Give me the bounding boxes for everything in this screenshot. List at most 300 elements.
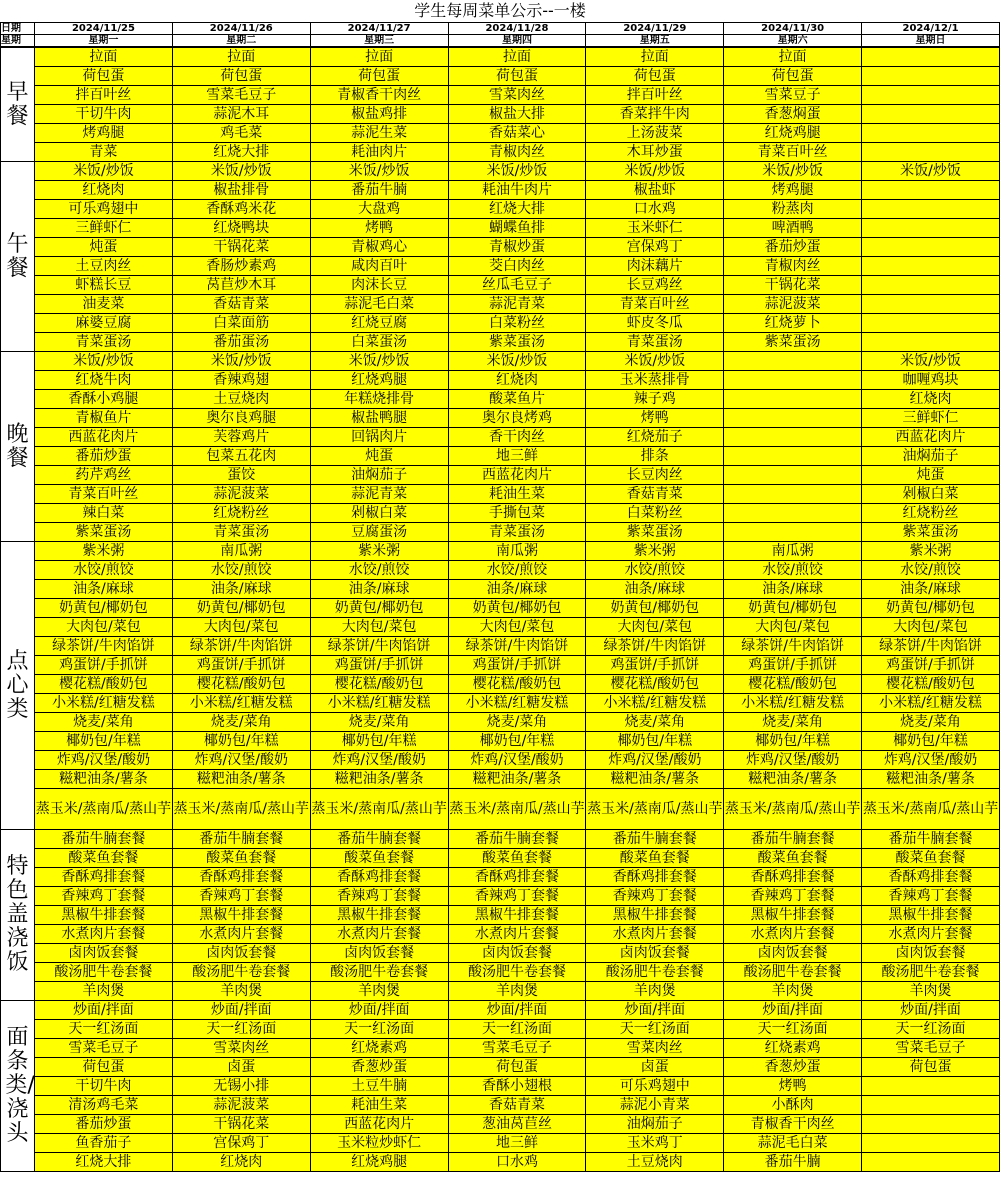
dish-cell: 烧麦/菜角 [586, 713, 724, 732]
menu-row [1, 982, 1000, 1001]
dish-cell: 西蓝花肉片 [862, 428, 1000, 447]
dish-cell: 雪菜毛豆子 [862, 1039, 1000, 1058]
dish-cell: 奥尔良鸡腿 [172, 409, 310, 428]
dish-cell: 水饺/煎饺 [862, 561, 1000, 580]
dish-cell: 莴苣炒木耳 [172, 276, 310, 295]
dish-cell: 紫菜蛋汤 [724, 333, 862, 352]
dish-cell: 紫菜蛋汤 [862, 523, 1000, 542]
dish-cell: 天一红汤面 [724, 1020, 862, 1039]
dish-cell: 玉米虾仁 [586, 219, 724, 238]
dish-cell: 麻婆豆腐 [35, 314, 173, 333]
dish-cell: 红烧大排 [448, 200, 586, 219]
menu-row [1, 276, 1000, 295]
dish-cell: 雪菜肉丝 [448, 86, 586, 105]
dish-cell: 芙蓉鸡片 [172, 428, 310, 447]
dish-cell: 耗油生菜 [448, 485, 586, 504]
dish-cell: 雪菜豆子 [724, 86, 862, 105]
menu-row [1, 675, 1000, 694]
section-label [1, 830, 35, 1001]
dish-cell: 鸡蛋饼/手抓饼 [724, 656, 862, 675]
dish-cell: 番茄炒蛋 [35, 447, 173, 466]
menu-row [1, 48, 1000, 67]
dish-cell: 蒜泥小青菜 [586, 1096, 724, 1115]
dish-cell: 蒸玉米/蒸南瓜/蒸山芋 [586, 789, 724, 830]
dish-cell: 烤鸡腿 [724, 181, 862, 200]
menu-row [1, 868, 1000, 887]
dish-cell: 酸汤肥牛卷套餐 [448, 963, 586, 982]
dish-cell: 手撕包菜 [448, 504, 586, 523]
dish-cell: 天一红汤面 [448, 1020, 586, 1039]
dish-cell: 包菜五花肉 [172, 447, 310, 466]
dish-cell: 鱼香茄子 [35, 1134, 173, 1153]
menu-row [1, 1020, 1000, 1039]
dish-cell: 椰奶包/年糕 [724, 732, 862, 751]
dish-cell: 宫保鸡丁 [586, 238, 724, 257]
dish-cell: 香辣鸡丁套餐 [172, 887, 310, 906]
dish-cell: 香菜拌牛肉 [586, 105, 724, 124]
section-label-text: 特色盖浇饭 [6, 854, 29, 975]
menu-row [1, 86, 1000, 105]
dish-cell: 天一红汤面 [310, 1020, 448, 1039]
dish-cell: 番茄牛腩 [310, 181, 448, 200]
dish-cell: 炒面/拌面 [586, 1001, 724, 1020]
dish-cell: 水饺/煎饺 [35, 561, 173, 580]
date-header [0, 22, 1000, 47]
dish-cell: 炒面/拌面 [448, 1001, 586, 1020]
dish-cell: 青菜百叶丝 [35, 485, 173, 504]
weekday-cell: 星期四 [448, 35, 586, 47]
dish-cell: 樱花糕/酸奶包 [862, 675, 1000, 694]
dish-cell: 烤鸭 [586, 409, 724, 428]
dish-cell: 辣子鸡 [586, 390, 724, 409]
dish-cell: 卤肉饭套餐 [586, 944, 724, 963]
menu-row [1, 789, 1000, 830]
dish-cell [862, 124, 1000, 143]
dish-cell: 土豆烧肉 [172, 390, 310, 409]
dish-cell [724, 504, 862, 523]
dish-cell: 酸菜鱼套餐 [862, 849, 1000, 868]
dish-cell [862, 200, 1000, 219]
dish-cell: 鸡蛋饼/手抓饼 [310, 656, 448, 675]
dish-cell: 奶黄包/椰奶包 [862, 599, 1000, 618]
dish-cell: 奶黄包/椰奶包 [586, 599, 724, 618]
dish-cell: 香菇青菜 [586, 485, 724, 504]
dish-cell: 番茄炒蛋 [35, 1115, 173, 1134]
dish-cell [862, 238, 1000, 257]
dish-cell: 香葱炒蛋 [724, 1058, 862, 1077]
weekday-cell: 星期一 [35, 35, 173, 47]
dish-cell [862, 257, 1000, 276]
dish-cell: 上汤菠菜 [586, 124, 724, 143]
dish-cell: 荷包蛋 [862, 1058, 1000, 1077]
dish-cell [862, 295, 1000, 314]
dish-cell: 白菜面筋 [172, 314, 310, 333]
dish-cell: 荷包蛋 [448, 67, 586, 86]
dish-cell: 奶黄包/椰奶包 [310, 599, 448, 618]
dish-cell: 酸汤肥牛卷套餐 [172, 963, 310, 982]
dish-cell: 水饺/煎饺 [448, 561, 586, 580]
weekday-label: 星期 [1, 35, 35, 47]
dish-cell [724, 447, 862, 466]
dish-cell: 椒盐鸭腿 [310, 409, 448, 428]
dish-cell: 烤鸡腿 [35, 124, 173, 143]
dish-cell: 宫保鸡丁 [172, 1134, 310, 1153]
dish-cell: 青菜百叶丝 [724, 143, 862, 162]
dish-cell: 南瓜粥 [724, 542, 862, 561]
dish-cell: 蒜泥毛白菜 [724, 1134, 862, 1153]
dish-cell: 米饭/炒饭 [35, 352, 173, 371]
dish-cell: 炒面/拌面 [862, 1001, 1000, 1020]
dish-cell: 地三鲜 [448, 447, 586, 466]
dish-cell: 香葱焖蛋 [724, 105, 862, 124]
menu-row [1, 694, 1000, 713]
dish-cell: 茭白肉丝 [448, 257, 586, 276]
dish-cell: 酸汤肥牛卷套餐 [35, 963, 173, 982]
menu-row [1, 944, 1000, 963]
dish-cell: 天一红汤面 [172, 1020, 310, 1039]
dish-cell: 香酥鸡米花 [172, 200, 310, 219]
dish-cell [724, 390, 862, 409]
menu-row [1, 181, 1000, 200]
dish-cell: 红烧萝卜 [724, 314, 862, 333]
dish-cell: 卤肉饭套餐 [862, 944, 1000, 963]
dish-cell: 水饺/煎饺 [586, 561, 724, 580]
dish-cell: 炖蛋 [862, 466, 1000, 485]
section-label [1, 352, 35, 542]
dish-cell: 啤酒鸭 [724, 219, 862, 238]
menu-row [1, 67, 1000, 86]
dish-cell [862, 1096, 1000, 1115]
date-cell: 2024/11/28 [448, 23, 586, 35]
dish-cell: 红烧豆腐 [310, 314, 448, 333]
dish-cell: 油条/麻球 [862, 580, 1000, 599]
dish-cell: 红烧肉 [448, 371, 586, 390]
menu-row [1, 561, 1000, 580]
dish-cell: 樱花糕/酸奶包 [310, 675, 448, 694]
dish-cell: 小米糕/红糖发糕 [586, 694, 724, 713]
menu-row [1, 1058, 1000, 1077]
weekday-cell: 星期六 [724, 35, 862, 47]
dish-cell: 羊肉煲 [35, 982, 173, 1001]
dish-cell: 小米糕/红糖发糕 [448, 694, 586, 713]
menu-row [1, 580, 1000, 599]
weekday-cell: 星期日 [862, 35, 1000, 47]
dish-cell: 樱花糕/酸奶包 [586, 675, 724, 694]
dish-cell: 荷包蛋 [35, 1058, 173, 1077]
section-label-text: 面条类/浇头 [5, 1025, 35, 1146]
dish-cell: 蒜泥菠菜 [724, 295, 862, 314]
date-cell: 2024/11/30 [724, 23, 862, 35]
page-title: 学生每周菜单公示--一楼 [414, 1, 586, 20]
dish-cell: 油条/麻球 [586, 580, 724, 599]
dish-cell [724, 352, 862, 371]
dish-cell: 蒜泥青菜 [448, 295, 586, 314]
dish-cell: 奥尔良烤鸡 [448, 409, 586, 428]
dish-cell: 豆腐蛋汤 [310, 523, 448, 542]
dish-cell: 卤肉饭套餐 [35, 944, 173, 963]
dish-cell: 白菜粉丝 [586, 504, 724, 523]
dish-cell: 年糕烧排骨 [310, 390, 448, 409]
dish-cell: 青椒炒蛋 [448, 238, 586, 257]
section-label-text: 点心类 [6, 648, 29, 722]
dish-cell: 糍粑油条/薯条 [724, 770, 862, 789]
menu-row [1, 618, 1000, 637]
dish-cell: 丝瓜毛豆子 [448, 276, 586, 295]
dish-cell: 炸鸡/汉堡/酸奶 [586, 751, 724, 770]
dish-cell: 红烧肉 [862, 390, 1000, 409]
dish-cell [862, 67, 1000, 86]
dish-cell: 香酥鸡排套餐 [448, 868, 586, 887]
dish-cell: 红烧肉 [35, 181, 173, 200]
dish-cell: 卤肉饭套餐 [172, 944, 310, 963]
dish-cell: 大肉包/菜包 [586, 618, 724, 637]
dish-cell: 绿茶饼/牛肉馅饼 [586, 637, 724, 656]
dish-cell [862, 219, 1000, 238]
dish-cell: 炸鸡/汉堡/酸奶 [724, 751, 862, 770]
dish-cell: 香酥小鸡腿 [35, 390, 173, 409]
dish-cell: 米饭/炒饭 [586, 162, 724, 181]
dish-cell: 蒜泥菠菜 [172, 485, 310, 504]
dish-cell: 红烧粉丝 [862, 504, 1000, 523]
dish-cell [862, 314, 1000, 333]
dish-cell: 雪菜毛豆子 [448, 1039, 586, 1058]
dish-cell: 酸汤肥牛卷套餐 [862, 963, 1000, 982]
menu-row [1, 599, 1000, 618]
dish-cell: 酸菜鱼套餐 [586, 849, 724, 868]
dish-cell: 紫米粥 [310, 542, 448, 561]
dish-cell: 糍粑油条/薯条 [586, 770, 724, 789]
dish-cell: 大盘鸡 [310, 200, 448, 219]
dish-cell: 炒面/拌面 [724, 1001, 862, 1020]
dish-cell: 卤肉饭套餐 [310, 944, 448, 963]
dish-cell: 天一红汤面 [586, 1020, 724, 1039]
dish-cell [862, 276, 1000, 295]
dish-cell: 米饭/炒饭 [586, 352, 724, 371]
dish-cell: 拌百叶丝 [35, 86, 173, 105]
date-cell: 2024/12/1 [862, 23, 1000, 35]
dish-cell: 烧麦/菜角 [310, 713, 448, 732]
dish-cell: 咸肉百叶 [310, 257, 448, 276]
dish-cell: 蒸玉米/蒸南瓜/蒸山芋 [862, 789, 1000, 830]
dish-cell: 蒸玉米/蒸南瓜/蒸山芋 [310, 789, 448, 830]
dish-cell: 青椒香干肉丝 [724, 1115, 862, 1134]
dish-cell: 米饭/炒饭 [724, 162, 862, 181]
dish-cell: 大肉包/菜包 [172, 618, 310, 637]
dish-cell: 大肉包/菜包 [35, 618, 173, 637]
dish-cell [724, 466, 862, 485]
dish-cell: 虾糕长豆 [35, 276, 173, 295]
dish-cell: 米饭/炒饭 [448, 162, 586, 181]
dish-cell: 奶黄包/椰奶包 [172, 599, 310, 618]
date-label: 日期 [1, 23, 35, 35]
menu-row [1, 906, 1000, 925]
menu-table [0, 47, 1000, 1172]
dish-cell: 可乐鸡翅中 [586, 1077, 724, 1096]
dish-cell: 烤鸭 [724, 1077, 862, 1096]
dish-cell: 红烧鸡腿 [310, 371, 448, 390]
menu-row [1, 849, 1000, 868]
dish-cell: 红烧粉丝 [172, 504, 310, 523]
dish-cell: 绿茶饼/牛肉馅饼 [724, 637, 862, 656]
menu-row [1, 466, 1000, 485]
dish-cell: 炸鸡/汉堡/酸奶 [35, 751, 173, 770]
dish-cell: 蒸玉米/蒸南瓜/蒸山芋 [35, 789, 173, 830]
dish-cell: 拉面 [724, 48, 862, 67]
menu-row [1, 656, 1000, 675]
dish-cell: 番茄牛腩套餐 [448, 830, 586, 849]
dish-cell: 可乐鸡翅中 [35, 200, 173, 219]
dish-cell: 香酥鸡排套餐 [35, 868, 173, 887]
dish-cell: 椰奶包/年糕 [35, 732, 173, 751]
menu-row [1, 295, 1000, 314]
dish-cell: 椰奶包/年糕 [172, 732, 310, 751]
dish-cell: 紫米粥 [586, 542, 724, 561]
dish-cell: 樱花糕/酸奶包 [724, 675, 862, 694]
dish-cell: 卤蛋 [586, 1058, 724, 1077]
dish-cell: 干锅花菜 [172, 238, 310, 257]
dish-cell: 香葱炒蛋 [310, 1058, 448, 1077]
dish-cell: 香辣鸡丁套餐 [724, 887, 862, 906]
dish-cell: 青菜 [35, 143, 173, 162]
dish-cell: 小米糕/红糖发糕 [862, 694, 1000, 713]
menu-row [1, 751, 1000, 770]
dish-cell: 鸡毛菜 [172, 124, 310, 143]
dish-cell: 南瓜粥 [172, 542, 310, 561]
dish-cell: 肉沫长豆 [310, 276, 448, 295]
dish-cell: 红烧大排 [35, 1153, 173, 1172]
dish-cell: 樱花糕/酸奶包 [35, 675, 173, 694]
weekday-cell: 星期二 [172, 35, 310, 47]
section-label [1, 1001, 35, 1172]
dish-cell: 酸汤肥牛卷套餐 [724, 963, 862, 982]
dish-cell: 蛋饺 [172, 466, 310, 485]
dish-cell: 酸菜鱼套餐 [310, 849, 448, 868]
menu-row [1, 314, 1000, 333]
dish-cell [862, 1134, 1000, 1153]
dish-cell [862, 1077, 1000, 1096]
dish-cell: 小米糕/红糖发糕 [35, 694, 173, 713]
dish-cell: 红烧鸡腿 [310, 1153, 448, 1172]
dish-cell: 炒面/拌面 [310, 1001, 448, 1020]
dish-cell: 鸡蛋饼/手抓饼 [448, 656, 586, 675]
dish-cell: 玉米粒炒虾仁 [310, 1134, 448, 1153]
dish-cell: 黑椒牛排套餐 [310, 906, 448, 925]
dish-cell: 紫菜蛋汤 [35, 523, 173, 542]
dish-cell: 蒸玉米/蒸南瓜/蒸山芋 [172, 789, 310, 830]
dish-cell [724, 409, 862, 428]
dish-cell: 干切牛肉 [35, 105, 173, 124]
menu-row [1, 143, 1000, 162]
dish-cell: 土豆烧肉 [586, 1153, 724, 1172]
dish-cell: 烧麦/菜角 [862, 713, 1000, 732]
dish-cell: 卤肉饭套餐 [724, 944, 862, 963]
dish-cell: 蝴蝶鱼排 [448, 219, 586, 238]
dish-cell: 小酥肉 [724, 1096, 862, 1115]
menu-row [1, 963, 1000, 982]
dish-cell: 番茄牛腩套餐 [172, 830, 310, 849]
dish-cell: 荷包蛋 [448, 1058, 586, 1077]
dish-cell: 干切牛肉 [35, 1077, 173, 1096]
dish-cell: 奶黄包/椰奶包 [724, 599, 862, 618]
dish-cell: 糍粑油条/薯条 [448, 770, 586, 789]
dish-cell: 香酥小翅根 [448, 1077, 586, 1096]
dish-cell: 番茄蛋汤 [172, 333, 310, 352]
dish-cell: 香辣鸡丁套餐 [862, 887, 1000, 906]
menu-row [1, 162, 1000, 181]
menu-row [1, 352, 1000, 371]
dish-cell: 拉面 [310, 48, 448, 67]
dish-cell: 西蓝花肉片 [310, 1115, 448, 1134]
dish-cell [724, 428, 862, 447]
dish-cell: 青椒鱼片 [35, 409, 173, 428]
dish-cell: 烤鸭 [310, 219, 448, 238]
section-label-text: 晚餐 [6, 421, 29, 471]
dish-cell: 耗油牛肉片 [448, 181, 586, 200]
dish-cell: 香干肉丝 [448, 428, 586, 447]
dish-cell: 耗油生菜 [310, 1096, 448, 1115]
dish-cell: 红烧素鸡 [724, 1039, 862, 1058]
dish-cell: 大肉包/菜包 [724, 618, 862, 637]
dish-cell: 白菜粉丝 [448, 314, 586, 333]
dish-cell: 羊肉煲 [172, 982, 310, 1001]
dish-cell: 粉蒸肉 [724, 200, 862, 219]
dish-cell: 青菜蛋汤 [448, 523, 586, 542]
section-label [1, 542, 35, 830]
dish-cell: 番茄牛腩套餐 [586, 830, 724, 849]
dish-cell: 黑椒牛排套餐 [724, 906, 862, 925]
menu-row [1, 1077, 1000, 1096]
dish-cell: 紫米粥 [862, 542, 1000, 561]
dish-cell: 香酥鸡排套餐 [310, 868, 448, 887]
dish-cell: 椰奶包/年糕 [448, 732, 586, 751]
dish-cell: 香辣鸡丁套餐 [448, 887, 586, 906]
dish-cell: 鸡蛋饼/手抓饼 [586, 656, 724, 675]
dish-cell: 肉沫藕片 [586, 257, 724, 276]
dish-cell: 油焖茄子 [310, 466, 448, 485]
dish-cell: 卤蛋 [172, 1058, 310, 1077]
dish-cell: 香辣鸡丁套餐 [35, 887, 173, 906]
menu-row [1, 1039, 1000, 1058]
dish-cell: 拉面 [586, 48, 724, 67]
menu-row [1, 124, 1000, 143]
dish-cell: 香酥鸡排套餐 [724, 868, 862, 887]
dish-cell: 水煮肉片套餐 [862, 925, 1000, 944]
dish-cell: 红烧鸭块 [172, 219, 310, 238]
weekday-row [1, 35, 1000, 47]
dish-cell: 香菇菜心 [448, 124, 586, 143]
dish-cell: 鸡蛋饼/手抓饼 [172, 656, 310, 675]
dish-cell: 椰奶包/年糕 [310, 732, 448, 751]
dish-cell: 雪菜毛豆子 [172, 86, 310, 105]
dish-cell: 羊肉煲 [310, 982, 448, 1001]
weekday-cell: 星期三 [310, 35, 448, 47]
dish-cell: 油条/麻球 [448, 580, 586, 599]
dish-cell: 羊肉煲 [448, 982, 586, 1001]
dish-cell: 番茄牛腩 [724, 1153, 862, 1172]
dish-cell: 水煮肉片套餐 [586, 925, 724, 944]
dish-cell: 青椒香干肉丝 [310, 86, 448, 105]
date-row [1, 23, 1000, 35]
dish-cell: 回锅肉片 [310, 428, 448, 447]
dish-cell: 无锡小排 [172, 1077, 310, 1096]
weekday-cell: 星期五 [586, 35, 724, 47]
dish-cell: 水饺/煎饺 [310, 561, 448, 580]
dish-cell: 水煮肉片套餐 [448, 925, 586, 944]
dish-cell: 椰奶包/年糕 [862, 732, 1000, 751]
dish-cell: 油麦菜 [35, 295, 173, 314]
dish-cell: 椒盐排骨 [172, 181, 310, 200]
dish-cell: 绿茶饼/牛肉馅饼 [310, 637, 448, 656]
